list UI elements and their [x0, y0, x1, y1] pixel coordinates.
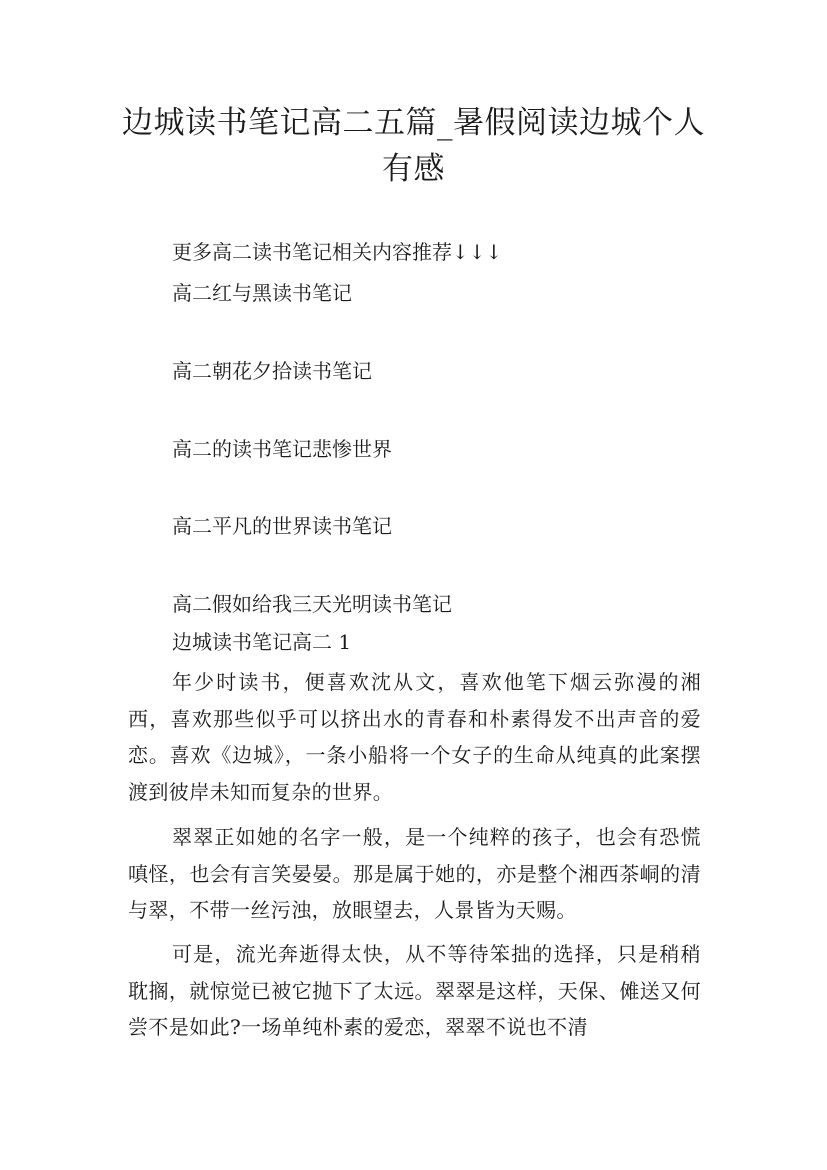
recommend-heading: 更多高二读书笔记相关内容推荐↓↓↓ [172, 240, 503, 264]
section-heading: 边城读书笔记高二 1 [172, 630, 352, 654]
recommend-link-2[interactable]: 高二朝花夕拾读书笔记 [172, 359, 372, 383]
recommend-link-5[interactable]: 高二假如给我三天光明读书笔记 [172, 592, 452, 616]
document-title: 边城读书笔记高二五篇_暑假阅读边城个人有感 [122, 105, 705, 187]
body-paragraph-1: 年少时读书，便喜欢沈从文，喜欢他笔下烟云弥漫的湘西，喜欢那些似乎可以挤出水的青春和朴素得发不出声音的爱恋。喜欢《边城》，一条小船将一个女子的生命从纯真的此案摆渡到彼岸未知而复杂的世界。 [128, 670, 701, 804]
recommend-link-1[interactable]: 高二红与黑读书笔记 [172, 281, 352, 305]
body-paragraph-3: 可是，流光奔逝得太快，从不等待笨拙的选择，只是稍稍耽搁，就惊觉已被它抛下了太远。翠翠是这样，天保、傩送又何尝不是如此?一场单纯朴素的爱恋，翠翠不说也不清 [128, 942, 701, 1039]
body-paragraph-2: 翠翠正如她的名字一般，是一个纯粹的孩子，也会有恐慌嗔怪，也会有言笑晏晏。那是属于她的，亦是整个湘西茶峒的清与翠，不带一丝污浊，放眼望去，人景皆为天赐。 [128, 825, 701, 922]
recommend-link-3[interactable]: 高二的读书笔记悲惨世界 [172, 437, 392, 461]
recommend-link-4[interactable]: 高二平凡的世界读书笔记 [172, 514, 392, 538]
